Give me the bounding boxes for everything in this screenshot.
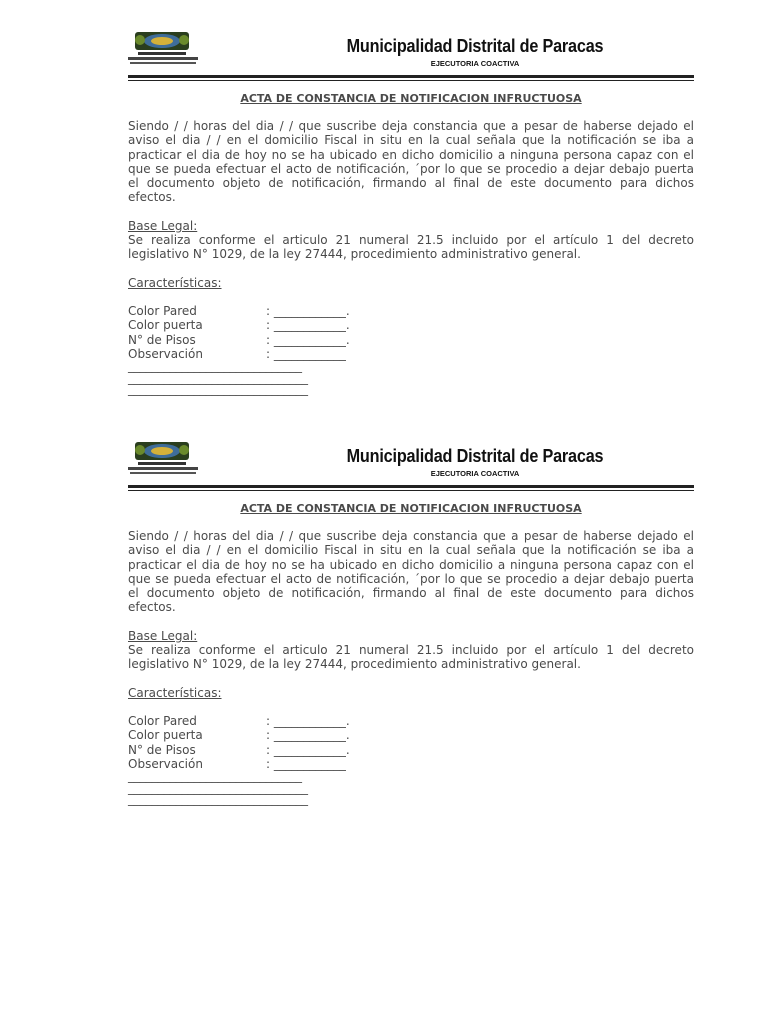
body-paragraph: Siendo / / horas del dia / / que suscribe deja constancia que a pesar de haberse dejado el aviso el dia / / en el domicilio Fiscal in situ en la cual señala que la notificación se iba a practicar el dia de hoy no se ha ubicado en dicho domicilio a ninguna persona capaz con el que se pueda efectuar el acto de notificación, ´por lo que se procedio a dejar debajo puerta el documento objeto de notificación, firmando al final de este documento para dichos efectos. <box>128 119 694 205</box>
characteristic-label: Color Pared <box>128 713 197 728</box>
characteristics-heading: Características: <box>128 275 222 290</box>
signature-line: _____________________________ <box>128 359 302 374</box>
characteristic-blank: : ____________ <box>266 346 346 361</box>
notice-2 <box>128 440 694 806</box>
signature-line: ______________________________ <box>128 780 308 795</box>
characteristic-row <box>128 304 694 318</box>
characteristic-label: Observación <box>128 346 203 361</box>
body-paragraph: Siendo / / horas del dia / / que suscribe deja constancia que a pesar de haberse dejado el aviso el dia / / en el domicilio Fiscal in situ en la cual señala que la notificación se iba a practicar el dia de hoy no se ha ubicado en dicho domicilio a ninguna persona capaz con el que se pueda efectuar el acto de notificación, ´por lo que se procedio a dejar debajo puerta el documento objeto de notificación, firmando al final de este documento para dichos efectos. <box>128 529 694 615</box>
characteristic-label: N° de Pisos <box>128 332 196 347</box>
letterhead <box>128 30 694 84</box>
org-subtitle: EJECUTORIA COACTIVA <box>430 59 520 68</box>
characteristic-label: Color Pared <box>128 303 197 318</box>
act-title: ACTA DE CONSTANCIA DE NOTIFICACION INFRUCTUOSA <box>240 92 582 105</box>
legal-heading: Base Legal: <box>128 628 198 643</box>
characteristic-blank: : ____________. <box>266 303 350 318</box>
act-title: ACTA DE CONSTANCIA DE NOTIFICACION INFRUCTUOSA <box>240 502 582 515</box>
signature-line: ______________________________ <box>128 370 308 385</box>
characteristic-blank: : ____________ <box>266 756 346 771</box>
header-rule-thick <box>128 75 694 78</box>
characteristic-blank: : ____________. <box>266 332 350 347</box>
legal-heading: Base Legal: <box>128 218 198 233</box>
notice-1 <box>128 30 694 396</box>
characteristic-blank: : ____________. <box>266 713 350 728</box>
characteristic-row <box>128 318 694 332</box>
org-title: Municipalidad Distrital de Paracas <box>346 446 604 466</box>
characteristic-row <box>128 743 694 757</box>
characteristic-row <box>128 714 694 728</box>
municipal-logo-icon <box>128 440 202 476</box>
characteristics-heading: Características: <box>128 685 222 700</box>
header-rule-thin <box>128 80 694 81</box>
signature-line: ______________________________ <box>128 382 308 397</box>
characteristic-label: Color puerta <box>128 728 203 743</box>
org-subtitle: EJECUTORIA COACTIVA <box>430 469 520 478</box>
characteristic-label: Color puerta <box>128 318 203 333</box>
org-title: Municipalidad Distrital de Paracas <box>346 36 604 56</box>
characteristic-row <box>128 333 694 347</box>
signature-line: ______________________________ <box>128 792 308 807</box>
characteristic-label: N° de Pisos <box>128 742 196 757</box>
characteristic-label: Observación <box>128 756 203 771</box>
legal-text: Se realiza conforme el articulo 21 numeral 21.5 incluido por el artículo 1 del decreto legislativo N° 1029, de la ley 27444, procedimiento administrativo general. <box>128 643 694 672</box>
characteristic-row <box>128 728 694 742</box>
characteristics-list <box>128 714 694 771</box>
characteristic-blank: : ____________. <box>266 728 350 743</box>
municipal-logo-icon <box>128 30 202 66</box>
header-rule-thick <box>128 485 694 488</box>
letterhead <box>128 440 694 494</box>
legal-text: Se realiza conforme el articulo 21 numeral 21.5 incluido por el artículo 1 del decreto legislativo N° 1029, de la ley 27444, procedimiento administrativo general. <box>128 233 694 262</box>
characteristics-list <box>128 304 694 361</box>
signature-line: _____________________________ <box>128 769 302 784</box>
header-rule-thin <box>128 490 694 491</box>
characteristic-blank: : ____________. <box>266 318 350 333</box>
characteristic-blank: : ____________. <box>266 742 350 757</box>
